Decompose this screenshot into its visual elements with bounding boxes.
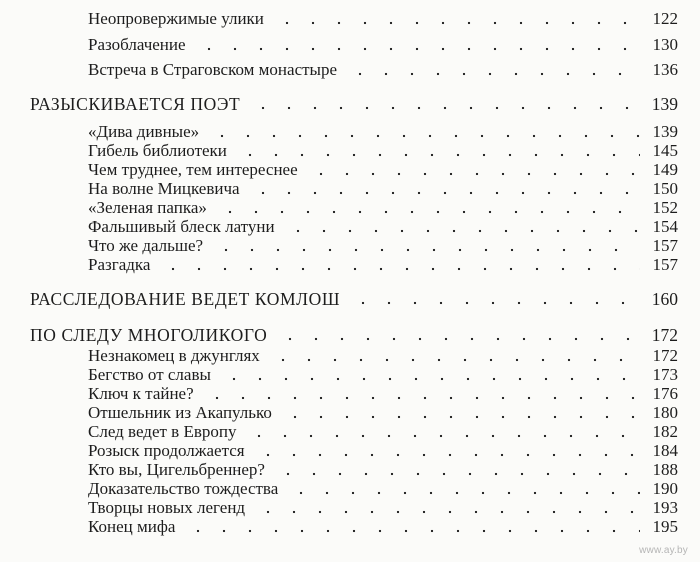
- toc-section-title: ПО СЛЕДУ МНОГОЛИКОГО: [30, 325, 268, 345]
- toc-entry: [88, 253, 678, 275]
- dot-leader: [346, 301, 640, 305]
- toc-entry-title: Незнакомец в джунглях: [88, 346, 260, 365]
- toc-entry-page: 149: [652, 160, 678, 179]
- dot-leader: [181, 529, 640, 533]
- toc-entry-title: След ведет в Европу: [88, 422, 237, 441]
- toc-entry-page: 188: [652, 460, 678, 479]
- toc-section-page: 160: [651, 289, 678, 309]
- dot-leader: [251, 453, 640, 457]
- dot-leader: [273, 337, 640, 341]
- toc-entry: [88, 515, 678, 537]
- toc-entry-title: Разоблачение: [88, 35, 186, 54]
- dot-leader: [242, 434, 640, 438]
- toc-entry-page: 130: [652, 35, 678, 54]
- toc-entry-page: 145: [652, 141, 678, 160]
- toc-entry-title: Что же дальше?: [88, 236, 204, 255]
- toc-entry-page: 176: [652, 384, 678, 403]
- dot-leader: [200, 396, 640, 400]
- toc-entry: [88, 58, 678, 80]
- toc-entry-title: Бегство от славы: [88, 365, 211, 384]
- toc-entry-page: 182: [652, 422, 678, 441]
- toc-entry-page: 180: [652, 403, 678, 422]
- dot-leader: [304, 172, 640, 176]
- dot-leader: [271, 472, 640, 476]
- dot-leader: [284, 491, 640, 495]
- toc-entry-page: 173: [652, 365, 678, 384]
- toc-entry-title: Разгадка: [88, 255, 151, 274]
- dot-leader: [266, 358, 640, 362]
- toc-entry-title: «Дива дивные»: [88, 122, 200, 141]
- toc-entry-title: Розыск продолжается: [88, 441, 245, 460]
- toc-section-page: 139: [651, 94, 678, 114]
- toc-entry-page: 190: [652, 479, 678, 498]
- toc-entry-title: Фальшивый блеск латуни: [88, 217, 275, 236]
- toc-entry-title: Неопровержимые улики: [88, 9, 264, 28]
- toc-entry-title: «Зеленая папка»: [88, 198, 207, 217]
- dot-leader: [192, 47, 640, 51]
- toc-entry-title: Отшельник из Акапулько: [88, 403, 272, 422]
- toc-entry: [88, 7, 678, 29]
- dot-leader: [246, 106, 640, 110]
- dot-leader: [281, 229, 640, 233]
- toc-section-heading: [30, 287, 678, 309]
- toc-entry-title: Конец мифа: [88, 517, 176, 536]
- toc-entry: [88, 33, 678, 55]
- toc-entry-page: 152: [652, 198, 678, 217]
- toc-section-title: РАССЛЕДОВАНИЕ ВЕДЕТ КОМЛОШ: [30, 289, 341, 309]
- toc-entry-page: 184: [652, 441, 678, 460]
- toc-entry-page: 172: [652, 346, 678, 365]
- watermark: www.ay.by: [639, 545, 688, 556]
- toc-entry-title: Чем труднее, тем интереснее: [88, 160, 298, 179]
- dot-leader: [343, 72, 640, 76]
- toc-section-heading: [30, 92, 678, 114]
- toc-entry-page: 193: [652, 498, 678, 517]
- toc-entry-page: 195: [652, 517, 678, 536]
- toc-section-title: РАЗЫСКИВАЕТСЯ ПОЭТ: [30, 94, 241, 114]
- dot-leader: [217, 377, 640, 381]
- toc-entry-title: Кто вы, Цигельбреннер?: [88, 460, 265, 479]
- toc-entry-title: Творцы новых легенд: [88, 498, 246, 517]
- toc-entry-title: Встреча в Страговском монастыре: [88, 60, 338, 79]
- toc-entry-title: На волне Мицкевича: [88, 179, 240, 198]
- toc-section-heading: [30, 323, 678, 345]
- toc-entry-page: 136: [652, 60, 678, 79]
- dot-leader: [233, 153, 640, 157]
- toc-entry-title: Гибель библиотеки: [88, 141, 227, 160]
- toc-entry-page: 139: [652, 122, 678, 141]
- toc-entry-title: Ключ к тайне?: [88, 384, 194, 403]
- toc-entry-page: 150: [652, 179, 678, 198]
- toc-entry-title: Доказательство тождества: [88, 479, 279, 498]
- dot-leader: [278, 415, 640, 419]
- toc-entry-page: 154: [652, 217, 678, 236]
- toc-entry-page: 122: [652, 9, 678, 28]
- toc-entry-page: 157: [652, 236, 678, 255]
- dot-leader: [205, 134, 640, 138]
- dot-leader: [251, 510, 640, 514]
- toc-entry-page: 157: [652, 255, 678, 274]
- toc-section-page: 172: [651, 325, 678, 345]
- dot-leader: [270, 21, 640, 25]
- dot-leader: [213, 210, 640, 214]
- dot-leader: [246, 191, 640, 195]
- dot-leader: [209, 248, 640, 252]
- dot-leader: [156, 267, 640, 271]
